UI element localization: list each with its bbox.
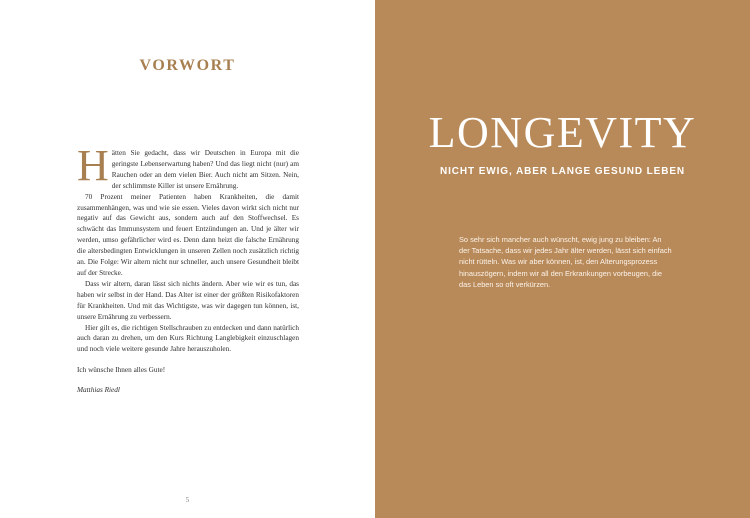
paragraph-2: 70 Prozent meiner Patienten haben Krankheiten, die damit zusammenhängen, was und wie sie essen. Vieles davon wirkt sich nicht nur negativ auf das Gewicht aus, sondern auch auf den Stoffwechsel. Es schwächt das Immunsystem und feuert Entzündungen an. Und je älter wir werden, umso gefährlicher wird es. Denn dann heizt die falsche Ernährung die altersbedingten Entwicklungen in unseren Zellen noch zusätzlich richtig an. Die Folge: Wir altern nicht nur schneller, auch unsere Gesundheit bleibt auf der Strecke. — [77, 192, 299, 277]
right-page — [375, 0, 750, 518]
body-text — [77, 141, 299, 396]
paragraph-3: Dass wir altern, daran lässt sich nichts ändern. Aber wie wir es tun, das haben wir selbst in der Hand. Das Alter ist einer der größten Risikofaktoren für Krankheiten. Und mit das Wichtigste, was wir dagegen tun können, ist, unsere Ernährung zu verbessern. — [77, 279, 299, 321]
page-heading: VORWORT — [139, 57, 236, 74]
paragraph-4: Hier gilt es, die richtigen Stellschrauben zu entdecken und dann natürlich auch daran zu drehen, um den Kurs Richtung Langlebigkeit einzuschlagen und noch viele weitere gesunde Jahre herauszuholen. — [77, 323, 299, 354]
signature: Matthias Riedl — [77, 386, 120, 395]
page-number: 5 — [185, 496, 190, 504]
paragraph-1 — [77, 141, 299, 192]
chapter-subtitle: NICHT EWIG, ABER LANGE GESUND LEBEN — [439, 166, 686, 177]
greeting: Ich wünsche Ihnen alles Gute! — [77, 366, 166, 375]
chapter-title: LONGEVITY — [428, 108, 697, 157]
drop-cap: H — [77, 141, 109, 190]
paragraph-1-text: ätten Sie gedacht, dass wir Deutschen in Europa mit die geringste Lebenserwartung haben? Und das liegt nicht (nur) am Rauchen oder an dem vielen Bier. Auch nicht am Sitzen. Nein, der schlimmste Killer ist unsere Ernährung. — [111, 149, 299, 190]
intro-text: So sehr sich mancher auch wünscht, ewig jung zu bleiben: An der Tatsache, dass wir jedes Jahr älter werden, lässt sich einfach nicht rütteln. Was wir aber können, ist, den Alterungsprozess hinauszögern, indem wir all den Erkrankungen vorbeugen, die das Leben so oft verkürzen. — [459, 235, 672, 289]
